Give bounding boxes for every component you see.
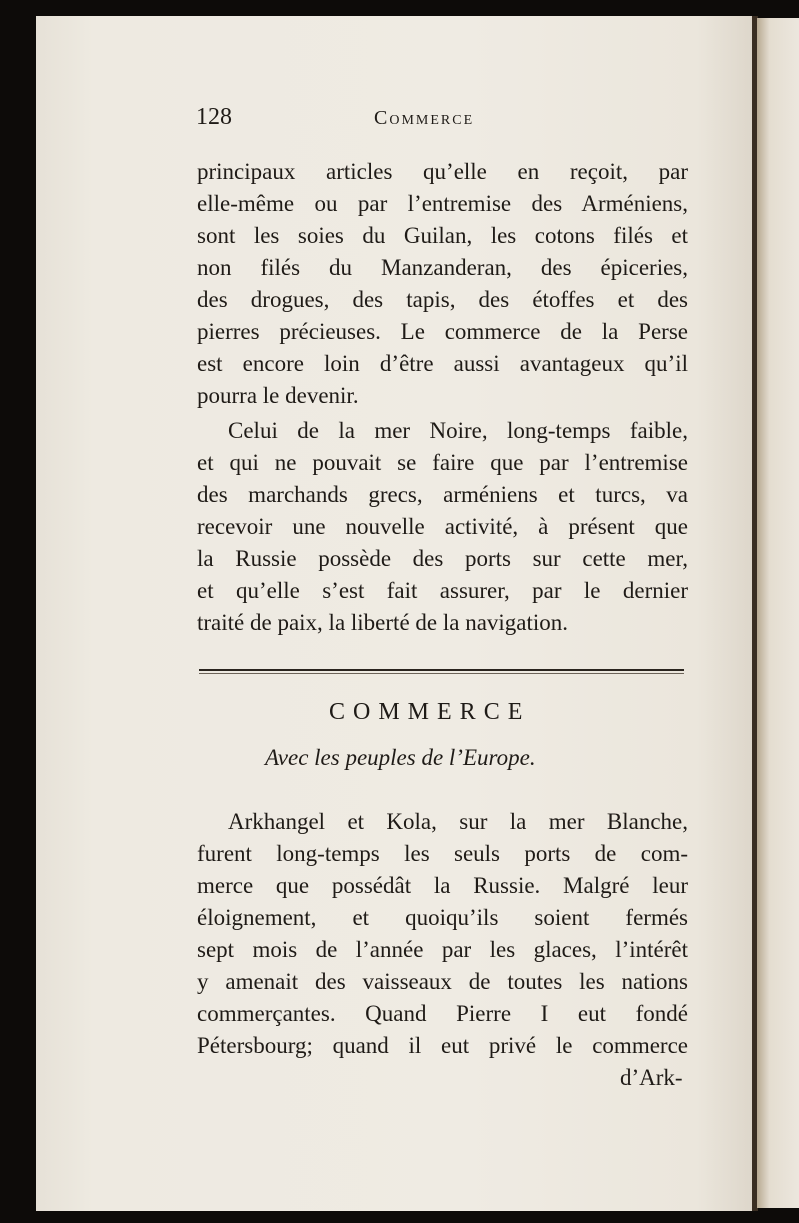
text-line: éloignement, et quoiqu’ils soient fermés: [197, 905, 688, 930]
text-line: elle-même ou par l’entremise des Arméniens,: [197, 191, 688, 216]
text-line: et qui ne pouvait se faire que par l’entremise: [197, 450, 688, 475]
running-head: [196, 104, 516, 136]
text-line: est encore loin d’être aussi avantageux qu’il: [197, 351, 688, 376]
text-line: y amenait des vaisseaux de toutes les nations: [197, 969, 688, 994]
running-title: Commerce: [374, 107, 475, 129]
text-line: non filés du Manzanderan, des épiceries,: [197, 255, 688, 280]
text-line: recevoir une nouvelle activité, à présent que: [197, 514, 688, 539]
text-line: Arkhangel et Kola, sur la mer Blanche,: [228, 809, 688, 834]
text-line: traité de paix, la liberté de la navigation.: [197, 610, 569, 635]
text-line: commerçantes. Quand Pierre I eut fondé: [197, 1001, 688, 1026]
text-line: sept mois de l’année par les glaces, l’intérêt: [197, 937, 688, 962]
text-line: Pétersbourg; quand il eut privé le commerce: [197, 1033, 688, 1058]
section-rule: [199, 669, 684, 671]
text-line: Celui de la mer Noire, long-temps faible,: [228, 418, 688, 443]
facing-page-edge: [757, 18, 799, 1208]
text-line: principaux articles qu’elle en reçoit, par: [197, 159, 688, 184]
section-title: COMMERCE: [329, 699, 531, 725]
text-line: et qu’elle s’est fait assurer, par le dernier: [197, 578, 688, 603]
text-line: pierres précieuses. Le commerce de la Perse: [197, 319, 688, 344]
text-line: merce que possédât la Russie. Malgré leur: [197, 873, 688, 898]
text-line: pourra le devenir.: [197, 383, 359, 408]
page-number: 128: [196, 104, 232, 130]
text-line: sont les soies du Guilan, les cotons filés et: [197, 223, 688, 248]
catchword: d’Ark-: [620, 1065, 683, 1090]
text-line: des drogues, des tapis, des étoffes et des: [197, 287, 688, 312]
section-subtitle: Avec les peuples de l’Europe.: [265, 745, 536, 770]
text-line: furent long-temps les seuls ports de com-: [197, 841, 688, 866]
text-line: la Russie possède des ports sur cette mer,: [197, 546, 688, 571]
text-line: des marchands grecs, arméniens et turcs, va: [197, 482, 688, 507]
section-rule-thin: [199, 673, 684, 674]
